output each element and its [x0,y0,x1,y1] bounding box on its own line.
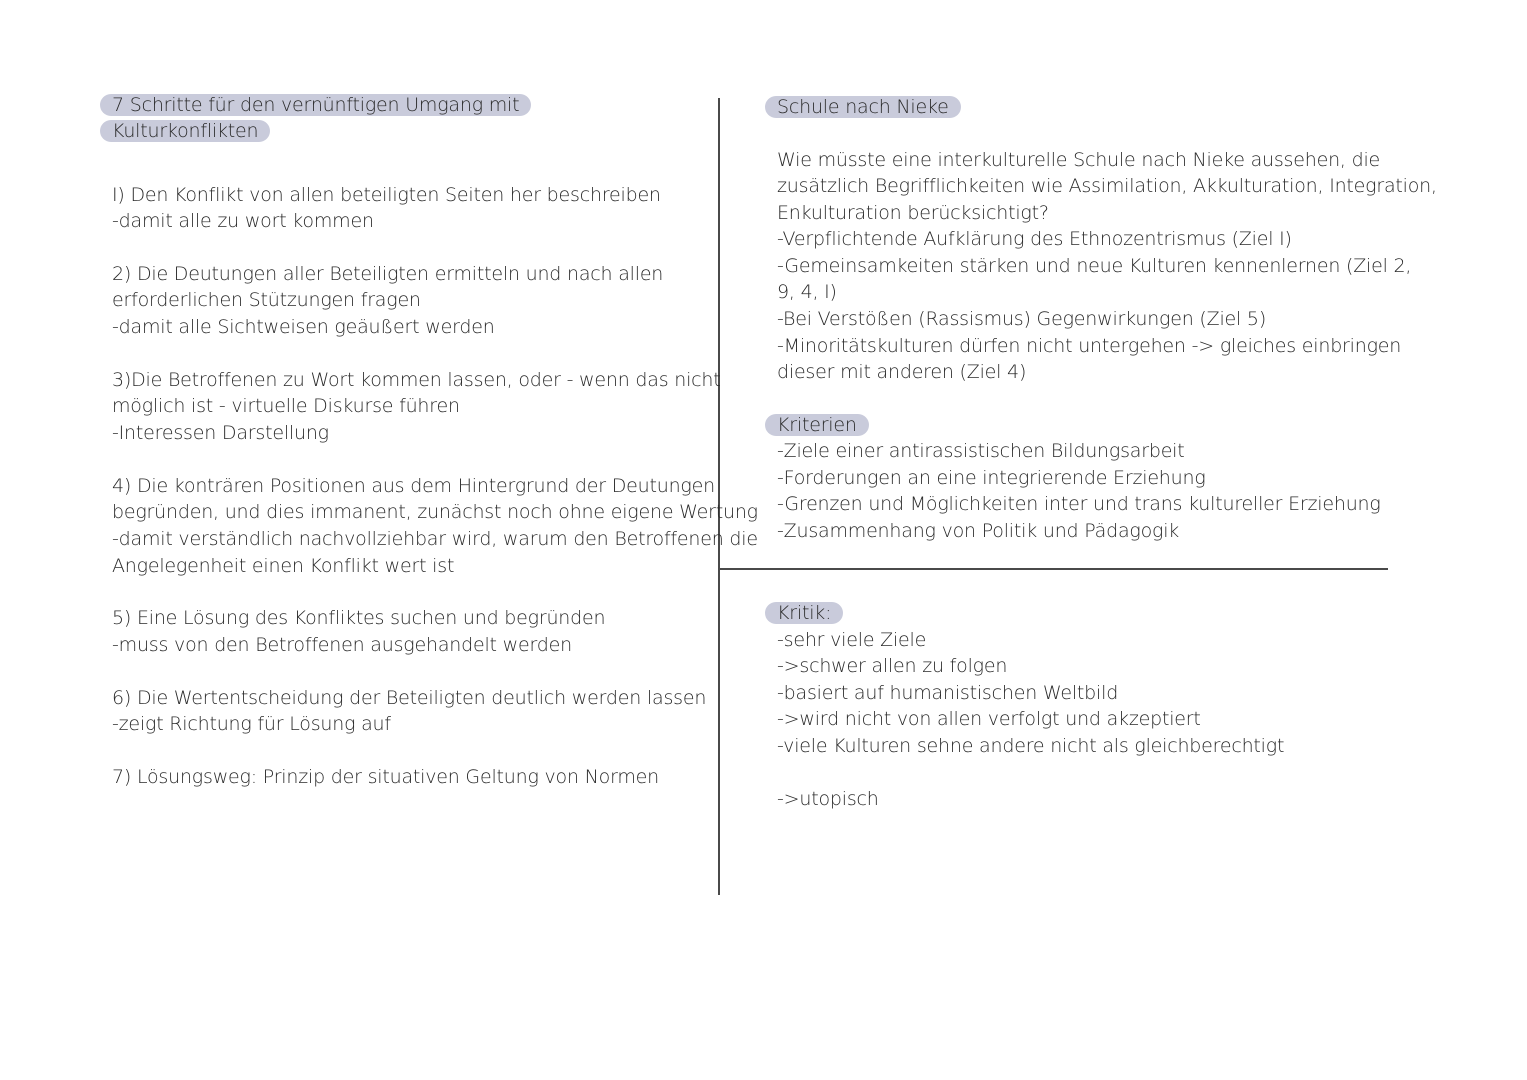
step-3-line-1: 3)Die Betroffenen zu Wort kommen lassen, oder - wenn das nicht [112,369,721,391]
step-1-line-1: I) Den Konflikt von allen beteiligten Seiten her beschreiben [112,184,661,206]
horizontal-divider [718,568,1388,570]
criteria-line-4: -Zusammenhang von Politik und Pädagogik [777,520,1180,542]
step-2-line-2: erforderlichen Stützungen fragen [112,289,421,311]
nieke-line-2: zusätzlich Begrifflichkeiten wie Assimilation, Akkulturation, Integration, [777,175,1437,197]
step-5-line-1: 5) Eine Lösung des Konfliktes suchen und begründen [112,607,606,629]
nieke-line-7: -Bei Verstößen (Rassismus) Gegenwirkungen (Ziel 5) [777,308,1267,330]
step-6-line-1: 6) Die Wertentscheidung der Beteiligten deutlich werden lassen [112,687,707,709]
vertical-divider [718,98,720,895]
step-3-line-3: -Interessen Darstellung [112,422,329,444]
nieke-line-4: -Verpflichtende Aufklärung des Ethnozentrismus (Ziel I) [777,228,1292,250]
kritik-title: Kritik: [777,600,843,626]
nieke-line-3: Enkulturation berücksichtigt? [777,202,1049,224]
criteria-line-1: -Ziele einer antirassistischen Bildungsarbeit [777,440,1185,462]
step-2-line-3: -damit alle Sichtweisen geäußert werden [112,316,495,338]
nieke-line-9: dieser mit anderen (Ziel 4) [777,361,1027,383]
nieke-line-8: -Minoritätskulturen dürfen nicht untergehen -> gleiches einbringen [777,335,1402,357]
step-6-line-2: -zeigt Richtung für Lösung auf [112,713,391,735]
kritik-line-1: -sehr viele Ziele [777,629,927,651]
nieke-line-5: -Gemeinsamkeiten stärken und neue Kulturen kennenlernen (Ziel 2, [777,255,1412,277]
kritik-line-2: ->schwer allen zu folgen [777,655,1008,677]
nieke-line-6: 9, 4, I) [777,281,837,303]
step-4-line-1: 4) Die konträren Positionen aus dem Hintergrund der Deutungen [112,475,715,497]
step-3-line-2: möglich ist - virtuelle Diskurse führen [112,395,460,417]
step-2-line-1: 2) Die Deutungen aller Beteiligten ermitteln und nach allen [112,263,664,285]
kritik-line-5: -viele Kulturen sehne andere nicht als gleichberechtigt [777,735,1285,757]
right-title: Schule nach Nieke [777,94,961,120]
step-1-line-2: -damit alle zu wort kommen [112,210,374,232]
left-title-line-1: 7 Schritte für den vernünftigen Umgang mit [112,92,531,118]
step-5-line-2: -muss von den Betroffenen ausgehandelt werden [112,634,572,656]
criteria-line-3: -Grenzen und Möglichkeiten inter und trans kultureller Erziehung [777,493,1381,515]
criteria-title: Kriterien [777,412,869,438]
kritik-conclusion: ->utopisch [777,788,879,810]
kritik-line-3: -basiert auf humanistischen Weltbild [777,682,1119,704]
step-4-line-3: -damit verständlich nachvollziehbar wird, warum den Betroffenen die [112,528,758,550]
step-4-line-2: begründen, und dies immanent, zunächst noch ohne eigene Wertung [112,501,758,523]
step-7-line-1: 7) Lösungsweg: Prinzip der situativen Geltung von Normen [112,766,660,788]
step-4-line-4: Angelegenheit einen Konflikt wert ist [112,555,455,577]
criteria-line-2: -Forderungen an eine integrierende Erziehung [777,467,1206,489]
nieke-line-1: Wie müsste eine interkulturelle Schule nach Nieke aussehen, die [777,149,1381,171]
left-title-line-2: Kulturkonflikten [112,118,270,144]
kritik-line-4: ->wird nicht von allen verfolgt und akzeptiert [777,708,1201,730]
